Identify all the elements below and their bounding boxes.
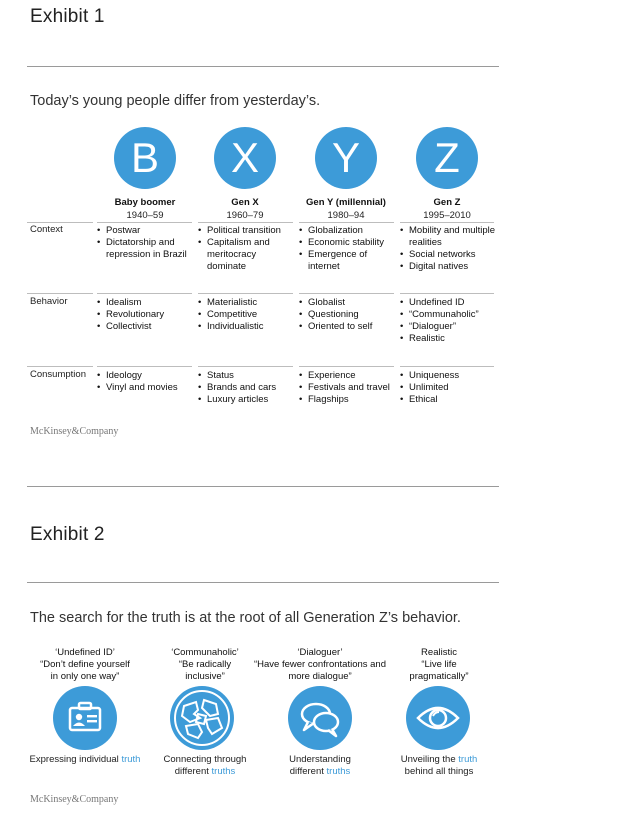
speech-bubbles-icon <box>288 686 352 750</box>
list-item: • Luxury articles <box>198 394 296 406</box>
row-label-context: Context <box>30 224 63 235</box>
list-item: • “Communaholic” <box>400 309 496 321</box>
exhibit1-bottom-rule <box>27 486 499 487</box>
list-item: • Dictatorship and repression in Brazil <box>97 237 197 261</box>
list-item: • Ideology <box>97 370 197 382</box>
list-item: • Postwar <box>97 225 197 237</box>
list-item: • Realistic <box>400 333 496 345</box>
trait-quote: “Live life pragmatically” <box>409 659 469 682</box>
list-item: • Brands and cars <box>198 382 296 394</box>
list-item: • Questioning <box>299 309 399 321</box>
list-item: • Emergence of internet <box>299 249 399 273</box>
row-divider <box>198 222 293 223</box>
generation-gen-x <box>190 127 300 221</box>
list-item: • Unlimited <box>400 382 496 394</box>
caption-highlight: truths <box>326 766 351 777</box>
cell-context-gen-z <box>400 225 496 273</box>
list-item: • Vinyl and movies <box>97 382 197 394</box>
cell-context-gen-x <box>198 225 296 273</box>
generation-name: Gen X <box>231 197 259 208</box>
mckinsey-logo: McKinsey&Company <box>30 794 119 805</box>
row-divider <box>97 293 192 294</box>
list-item: • Collectivist <box>97 321 197 333</box>
eye-icon <box>406 686 470 750</box>
list-item: • Materialistic <box>198 297 296 309</box>
cell-consumption-gen-z <box>400 370 496 406</box>
row-divider <box>400 366 494 367</box>
list-item: • Uniqueness <box>400 370 496 382</box>
exhibit1-title: Exhibit 1 <box>30 6 105 27</box>
trait-undefined-id <box>15 647 155 683</box>
trait-quote: “Have fewer confrontations and more dialogue” <box>253 659 387 682</box>
exhibit1-top-rule <box>27 66 499 67</box>
trait-realistic <box>369 647 509 683</box>
caption-highlight: truth <box>458 754 478 765</box>
cell-behavior-gen-z <box>400 297 496 345</box>
trait-name: Realistic <box>421 647 457 658</box>
list-item: • Status <box>198 370 296 382</box>
trait-quote: “Be radically inclusive” <box>178 659 232 682</box>
trait-quote: “Don’t define yourself in only one way” <box>40 659 130 682</box>
generation-years: 1995–2010 <box>423 210 471 221</box>
row-divider <box>400 293 494 294</box>
list-item: • Social networks <box>400 249 496 261</box>
row-divider <box>299 222 394 223</box>
exhibit2-subtitle: The search for the truth is at the root of all Generation Z’s behavior. <box>30 610 461 626</box>
letter-z-icon: Z <box>416 127 478 189</box>
generation-years: 1960–79 <box>226 210 264 221</box>
list-item: • Globalist <box>299 297 399 309</box>
cell-consumption-gen-x <box>198 370 296 406</box>
list-item: • Flagships <box>299 394 399 406</box>
cell-consumption-gen-y <box>299 370 399 406</box>
caption-text: Unveiling the <box>400 754 459 765</box>
list-item: • Economic stability <box>299 237 399 249</box>
list-item: • Experience <box>299 370 399 382</box>
cell-behavior-baby-boomer <box>97 297 197 333</box>
row-divider <box>97 222 192 223</box>
mckinsey-logo: McKinsey&Company <box>30 426 119 437</box>
row-label-consumption: Consumption <box>30 369 86 380</box>
cell-behavior-gen-x <box>198 297 296 333</box>
cell-context-gen-y <box>299 225 399 273</box>
letter-x-icon: X <box>214 127 276 189</box>
exhibit2-top-rule <box>27 582 499 583</box>
caption-text: behind all things <box>404 766 474 777</box>
puzzle-icon <box>170 686 234 750</box>
generation-gen-y <box>291 127 401 221</box>
caption-highlight: truths <box>211 766 236 777</box>
generation-name: Gen Y (millennial) <box>306 197 386 208</box>
generation-name: Baby boomer <box>114 197 176 208</box>
list-item: • Undefined ID <box>400 297 496 309</box>
list-item: • Idealism <box>97 297 197 309</box>
list-item: • “Dialoguer” <box>400 321 496 333</box>
row-label-behavior: Behavior <box>30 296 68 307</box>
caption-highlight: truth <box>121 754 141 765</box>
list-item: • Oriented to self <box>299 321 399 333</box>
list-item: • Mobility and multiple realities <box>400 225 496 249</box>
trait-caption <box>15 754 155 766</box>
list-item: • Revolutionary <box>97 309 197 321</box>
list-item: • Globalization <box>299 225 399 237</box>
generation-gen-z <box>392 127 502 221</box>
generation-years: 1980–94 <box>327 210 365 221</box>
generation-baby-boomer <box>90 127 200 221</box>
list-item: • Competitive <box>198 309 296 321</box>
row-divider <box>198 293 293 294</box>
caption-text: Understanding different <box>289 754 351 777</box>
letter-y-icon: Y <box>315 127 377 189</box>
cell-behavior-gen-y <box>299 297 399 333</box>
row-divider <box>97 366 192 367</box>
caption-text: Expressing individual <box>29 754 122 765</box>
row-divider <box>27 222 93 223</box>
row-divider <box>299 293 394 294</box>
cell-consumption-baby-boomer <box>97 370 197 394</box>
list-item: • Festivals and travel <box>299 382 399 394</box>
letter-b-icon: B <box>114 127 176 189</box>
cell-context-baby-boomer <box>97 225 197 261</box>
exhibit1-subtitle: Today’s young people differ from yesterday’s. <box>30 93 321 109</box>
row-divider <box>299 366 394 367</box>
id-card-icon <box>53 686 117 750</box>
list-item: • Digital natives <box>400 261 496 273</box>
generation-years: 1940–59 <box>126 210 164 221</box>
list-item: • Capitalism and meritocracy dominate <box>198 237 296 273</box>
list-item: • Ethical <box>400 394 496 406</box>
exhibit2-title: Exhibit 2 <box>30 524 105 545</box>
generation-name: Gen Z <box>433 197 461 208</box>
row-divider <box>400 222 494 223</box>
row-divider <box>27 293 93 294</box>
list-item: • Individualistic <box>198 321 296 333</box>
list-item: • Political transition <box>198 225 296 237</box>
trait-name: ‘Communaholic’ <box>171 647 239 658</box>
caption-text: Connecting through different <box>163 754 247 777</box>
row-divider <box>27 366 93 367</box>
row-divider <box>198 366 293 367</box>
trait-caption <box>369 754 509 778</box>
trait-name: ‘Undefined ID’ <box>55 647 115 658</box>
trait-name: ‘Dialoguer’ <box>297 647 343 658</box>
